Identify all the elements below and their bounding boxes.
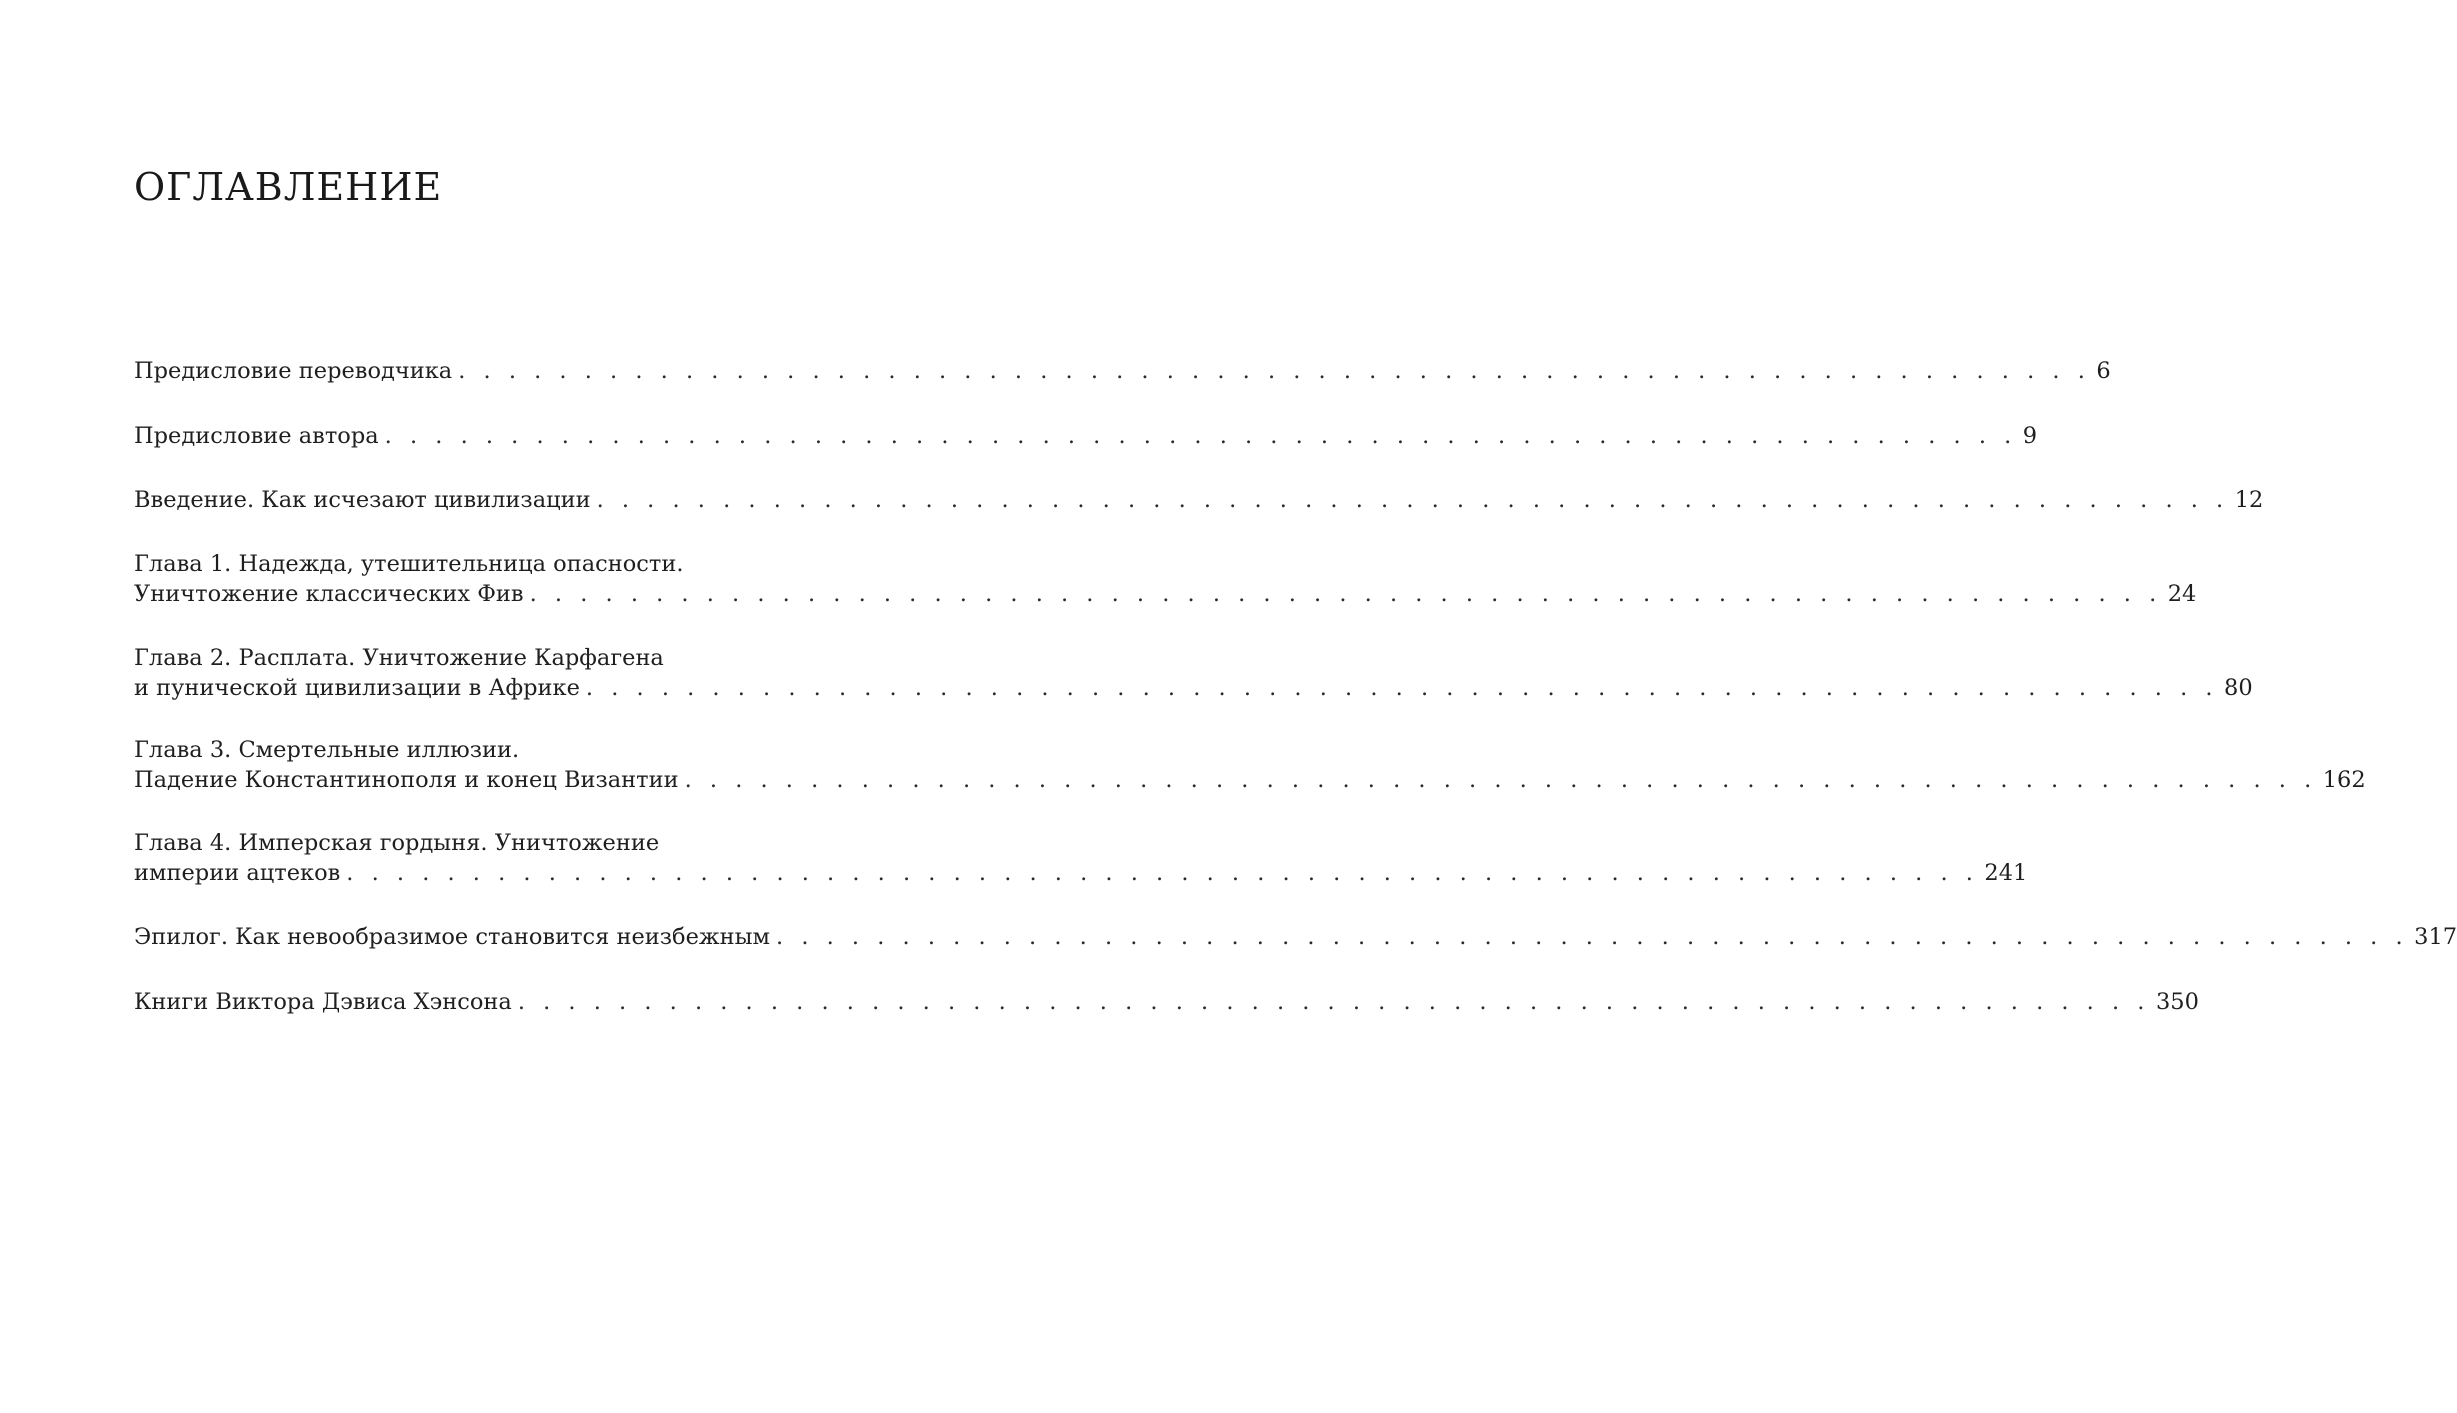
toc-entry-row	[134, 356, 2111, 386]
toc-entry[interactable]	[134, 735, 2366, 795]
toc-entry-row	[134, 421, 2038, 451]
toc-page-number: 241	[1984, 860, 2028, 886]
toc-entry-title: Глава 2. Расплата. Уничтожение Карфагена	[134, 645, 664, 671]
toc-entry-title-continued: Падение Константинополя и конец Византии	[134, 767, 679, 793]
dot-leader: . . . . . . . . . . . . . . . . . . . . . . . . . . . . . . . . . . . . . . . . . . . . . . . . . . . . . . . . . . . . . . . . .	[596, 487, 2229, 513]
toc-entry-row	[134, 858, 2028, 888]
toc-entry[interactable]	[134, 643, 2253, 703]
toc-entry[interactable]	[134, 549, 2197, 609]
toc-entry-title-continued: империи ацтеков	[134, 860, 341, 886]
dot-leader: . . . . . . . . . . . . . . . . . . . . . . . . . . . . . . . . . . . . . . . . . . . . . . . . . . . . . . . . . . . . . . . . .	[529, 581, 2162, 607]
toc-entry-title: Предисловие автора	[134, 423, 379, 449]
toc-entry-row	[134, 922, 2457, 952]
dot-leader: . . . . . . . . . . . . . . . . . . . . . . . . . . . . . . . . . . . . . . . . . . . . . . . . . . . . . . . . . . . . . . . . .	[517, 989, 2150, 1015]
toc-page-number: 24	[2167, 581, 2197, 607]
toc-entry[interactable]	[134, 356, 2111, 386]
toc-entry[interactable]	[134, 485, 2264, 515]
toc-entry-title: Глава 3. Смертельные иллюзии.	[134, 737, 520, 763]
toc-entry-title: Введение. Как исчезают цивилизации	[134, 487, 591, 513]
toc-page-number: 162	[2322, 767, 2366, 793]
toc-entry-title: Глава 4. Имперская гордыня. Уничтожение	[134, 830, 660, 856]
dot-leader: . . . . . . . . . . . . . . . . . . . . . . . . . . . . . . . . . . . . . . . . . . . . . . . . . . . . . . . . . . . . . . . . .	[458, 358, 2091, 384]
toc-entry-row	[134, 987, 2199, 1017]
dot-leader: . . . . . . . . . . . . . . . . . . . . . . . . . . . . . . . . . . . . . . . . . . . . . . . . . . . . . . . . . . . . . . . . .	[585, 675, 2219, 701]
toc-page-number: 6	[2096, 358, 2111, 384]
dot-leader: . . . . . . . . . . . . . . . . . . . . . . . . . . . . . . . . . . . . . . . . . . . . . . . . . . . . . . . . . . . . . . . . .	[346, 860, 1979, 886]
toc-entry-title: Глава 1. Надежда, утешительница опасности.	[134, 551, 684, 577]
toc-page-number: 317	[2414, 924, 2457, 950]
toc-entry-row	[134, 485, 2264, 515]
toc-page-number: 350	[2155, 989, 2199, 1015]
toc-entry-title: Книги Виктора Дэвиса Хэнсона	[134, 989, 512, 1015]
dot-leader: . . . . . . . . . . . . . . . . . . . . . . . . . . . . . . . . . . . . . . . . . . . . . . . . . . . . . . . . . . . . . . . . .	[384, 423, 2017, 449]
toc-page-number: 80	[2224, 675, 2253, 701]
dot-leader: . . . . . . . . . . . . . . . . . . . . . . . . . . . . . . . . . . . . . . . . . . . . . . . . . . . . . . . . . . . . . . . . .	[684, 767, 2317, 793]
toc-entry-row	[134, 765, 2366, 795]
toc-page-number: 9	[2022, 423, 2038, 449]
toc-entry[interactable]	[134, 922, 2457, 952]
toc-entry-title: Предисловие переводчика	[134, 358, 453, 384]
toc-entry-row	[134, 673, 2253, 703]
toc-entry-title: Эпилог. Как невообразимое становится неизбежным	[134, 924, 771, 950]
page-title: ОГЛАВЛЕНИЕ	[134, 165, 443, 209]
toc-entry-row	[134, 579, 2197, 609]
toc-entry-title-continued: и пунической цивилизации в Африке	[134, 675, 580, 701]
dot-leader: . . . . . . . . . . . . . . . . . . . . . . . . . . . . . . . . . . . . . . . . . . . . . . . . . . . . . . . . . . . . . . . . .	[776, 924, 2409, 950]
toc-entry[interactable]	[134, 987, 2199, 1017]
toc-entry-title-continued: Уничтожение классических Фив	[134, 581, 524, 607]
toc-page-number: 12	[2234, 487, 2264, 513]
toc-entry[interactable]	[134, 828, 2028, 888]
toc-entry[interactable]	[134, 421, 2038, 451]
